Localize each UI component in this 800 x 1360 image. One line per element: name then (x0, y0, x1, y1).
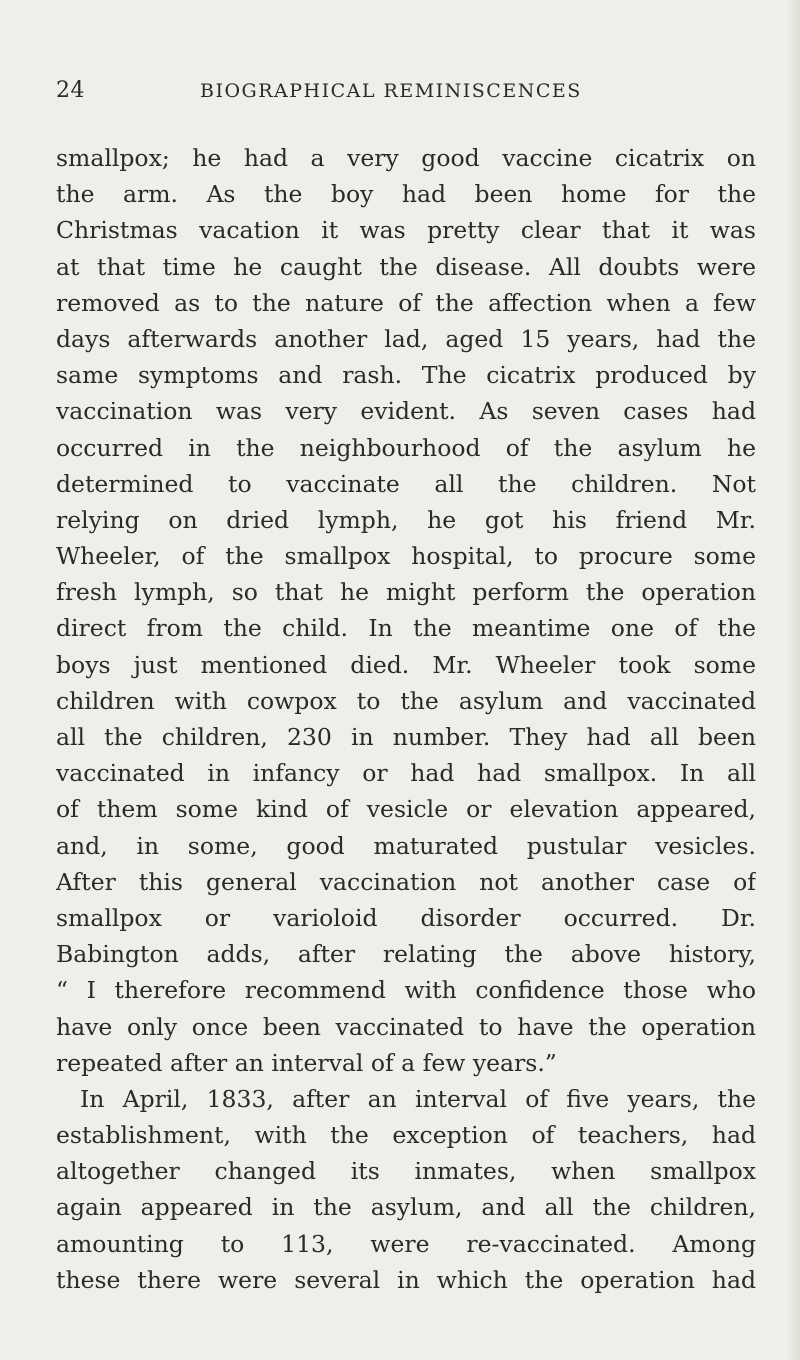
text-line: After this general vaccination not another case of (56, 867, 756, 896)
text-line: direct from the child. In the meantime one of the (56, 614, 756, 643)
text-line: children with cowpox to the asylum and vaccinated (56, 686, 756, 715)
text-line: fresh lymph, so that he might perform the operation (56, 578, 756, 607)
text-line: “ I therefore recommend with confidence those who (56, 976, 756, 1005)
text-line: boys just mentioned died. Mr. Wheeler took some (56, 650, 756, 679)
text-line: Christmas vacation it was pretty clear that it was (56, 216, 756, 245)
text-line: Babington adds, after relating the above history, (56, 940, 756, 969)
text-line: determined to vaccinate all the children. Not (56, 469, 756, 498)
text-line: same symptoms and rash. The cicatrix produced by (56, 361, 756, 390)
text-line: these there were several in which the operation had (56, 1265, 756, 1294)
running-head: BIOGRAPHICAL REMINISCENCES (200, 80, 582, 102)
text-line: relying on dried lymph, he got his friend Mr. (56, 505, 756, 534)
text-line: occurred in the neighbourhood of the asylum he (56, 433, 756, 462)
text-line: Wheeler, of the smallpox hospital, to procure some (56, 542, 756, 571)
text-line: smallpox; he had a very good vaccine cicatrix on (56, 144, 756, 172)
text-line: vaccinated in infancy or had had smallpox. In all (56, 759, 756, 788)
text-line: of them some kind of vesicle or elevation appeared, (56, 795, 756, 824)
page-edge-shadow (786, 0, 800, 1360)
text-line: at that time he caught the disease. All doubts were (56, 252, 756, 281)
text-line: altogether changed its inmates, when smallpox (56, 1157, 756, 1186)
page-header (56, 78, 756, 112)
text-line: vaccination was very evident. As seven cases had (56, 397, 756, 426)
text-line: and, in some, good maturated pustular vesicles. (56, 831, 756, 860)
text-line: repeated after an interval of a few years.” (56, 1048, 557, 1077)
text-line: smallpox or varioloid disorder occurred. Dr. (56, 903, 756, 932)
text-line: amounting to 113, were re-vaccinated. Among (56, 1229, 756, 1258)
text-line: all the children, 230 in number. They had all been (56, 723, 756, 751)
text-line: removed as to the nature of the affection when a few (56, 288, 756, 317)
text-line: have only once been vaccinated to have the operation (56, 1012, 756, 1041)
text-line: establishment, with the exception of teachers, had (56, 1121, 756, 1150)
text-line: days afterwards another lad, aged 15 years, had the (56, 324, 756, 353)
text-line: In April, 1833, after an interval of five years, the (80, 1084, 756, 1113)
page-number: 24 (56, 78, 85, 103)
body-text (56, 140, 756, 1298)
text-line: again appeared in the asylum, and all the children, (56, 1193, 756, 1222)
text-line: the arm. As the boy had been home for the (56, 180, 756, 209)
